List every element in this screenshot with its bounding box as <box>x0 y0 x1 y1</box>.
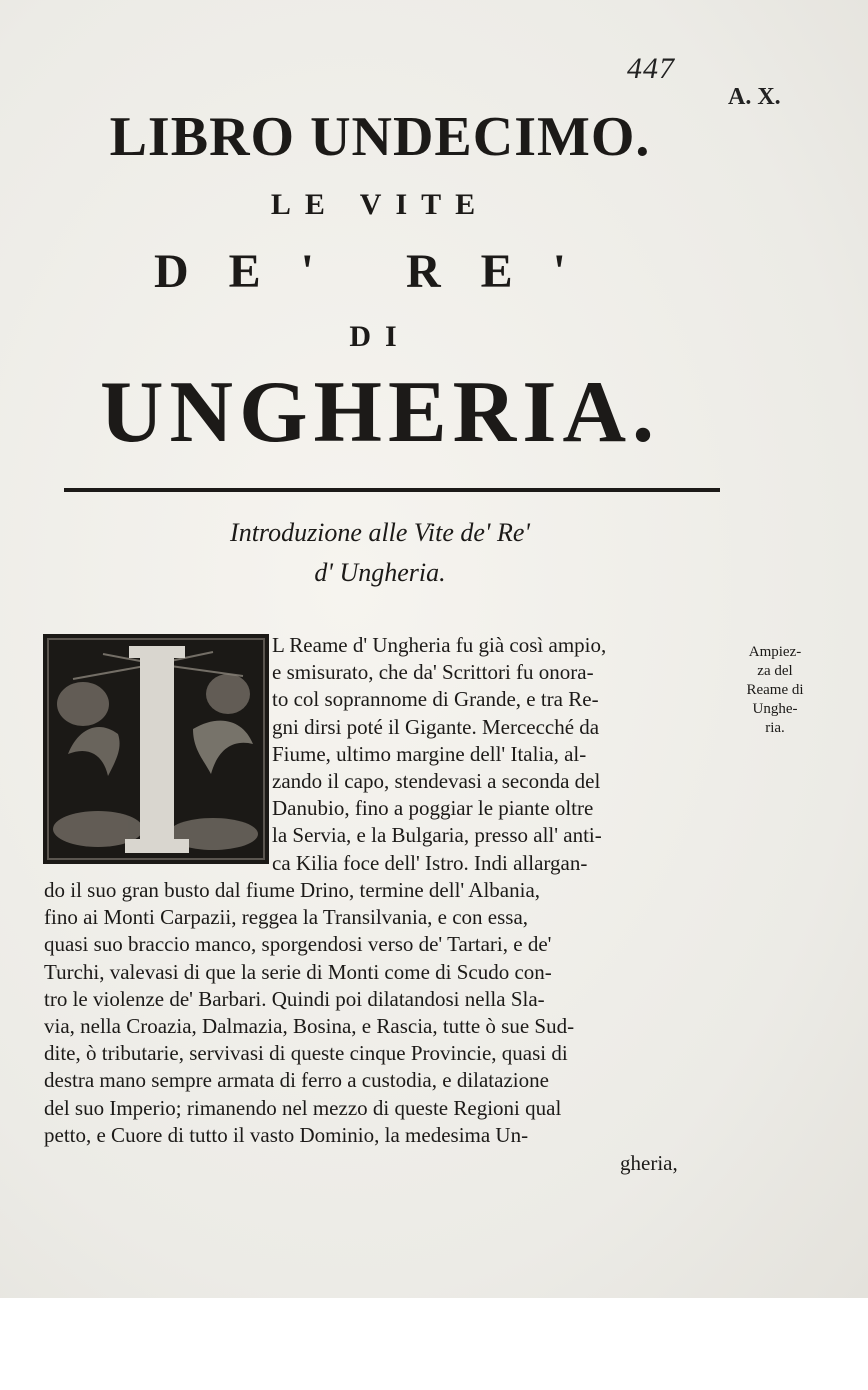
full-width-text <box>44 877 738 1149</box>
text-line: destra mano sempre armata di ferro a custodia, e dilatazione <box>44 1068 549 1093</box>
text-line: dite, ò tributarie, servivasi di queste cinque Provincie, quasi di <box>44 1041 568 1066</box>
text-line: ca Kilia foce dell' Istro. Indi allargan- <box>272 850 588 875</box>
text-line: Fiume, ultimo margine dell' Italia, al- <box>272 741 587 766</box>
title-le-vite: LE VITE <box>270 188 490 221</box>
text-line: quasi suo braccio manco, sporgendosi verso de' Tartari, e de' <box>44 932 552 957</box>
margin-note <box>733 643 817 738</box>
text-line: Danubio, fino a poggiar le piante oltre <box>272 796 594 821</box>
title-ungheria: UNGHERIA. <box>99 364 661 461</box>
title-de-re: DE' RE' <box>153 245 607 298</box>
text-line: gni dirsi poté il Gigante. Mercecché da <box>272 714 600 739</box>
text-line: la Servia, e la Bulgaria, presso all' anti- <box>272 823 602 848</box>
title-di: DI <box>349 320 411 353</box>
text-line: L Reame d' Ungheria fu già così ampio, <box>272 633 607 657</box>
initial-column-text <box>272 632 742 877</box>
woodcut-illustration <box>43 634 269 864</box>
margin-note-line: Unghe- <box>752 701 798 717</box>
bottom-band <box>0 1298 868 1390</box>
margin-note-line: Reame di <box>746 682 804 698</box>
margin-note-line: za del <box>757 663 793 679</box>
text-line: petto, e Cuore di tutto il vasto Dominio, la medesima Un- <box>44 1122 529 1147</box>
margin-note-line: Ampiez- <box>748 644 802 660</box>
subheading-line-1: Introduzione alle Vite de' Re' <box>230 518 530 547</box>
page-number: 447 <box>627 52 675 85</box>
book-title: LIBRO UNDECIMO. <box>109 106 651 168</box>
subheading-line-2: d' Ungheria. <box>314 558 446 587</box>
horizontal-rule <box>64 488 720 492</box>
decorated-initial-woodcut <box>43 634 269 864</box>
signature-mark: A. X. <box>728 84 781 110</box>
text-line: tro le violenze de' Barbari. Quindi poi dilatandosi nella Sla- <box>44 986 545 1011</box>
text-line: Turchi, valevasi di que la serie di Monti come di Scudo con- <box>44 959 552 984</box>
text-line: e smisurato, che da' Scrittori fu onora- <box>272 660 594 685</box>
text-line: do il suo gran busto dal fiume Drino, termine dell' Albania, <box>44 878 541 902</box>
text-line: to col soprannome di Grande, e tra Re- <box>272 687 599 712</box>
text-line: zando il capo, stendevasi a seconda del <box>272 768 601 793</box>
catchword: gheria, <box>620 1151 678 1175</box>
text-line: fino ai Monti Carpazii, reggea la Transilvania, e con essa, <box>44 905 529 930</box>
margin-note-line: ria. <box>765 720 785 736</box>
text-line: via, nella Croazia, Dalmazia, Bosina, e Rascia, tutte ò sue Sud- <box>44 1013 575 1038</box>
text-line: del suo Imperio; rimanendo nel mezzo di queste Regioni qual <box>44 1095 562 1120</box>
